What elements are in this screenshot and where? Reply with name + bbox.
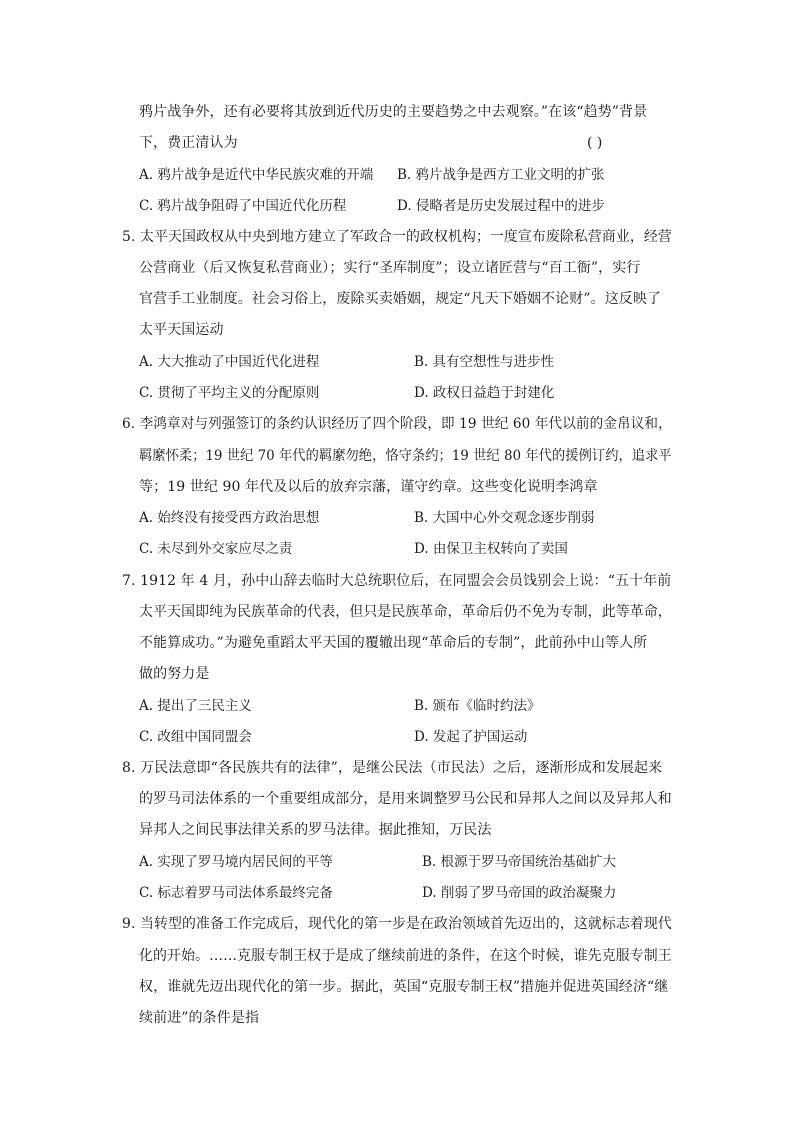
q9-line-4: 续前进”的条件是指 <box>139 1010 260 1026</box>
q4-option-a[interactable]: A. 鸦片战争是近代中华民族灾难的开端 <box>139 167 374 183</box>
q6-line-2: 羁縻怀柔；19 世纪 70 年代的羁縻勿绝，恪守条约；19 世纪 80 年代的援例订约，追求平 <box>139 448 672 464</box>
q4-line-1: 鸦片战争外，还有必要将其放到近代历史的主要趋势之中去观察。”在该“趋势”背景 <box>139 104 648 120</box>
q5-option-b[interactable]: B. 具有空想性与进步性 <box>414 354 555 370</box>
q9-line-1: 9. 当转型的准备工作完成后，现代化的第一步是在政治领域首先迈出的，这就标志着现代 <box>122 916 672 932</box>
q6-option-d[interactable]: D. 由保卫主权转向了卖国 <box>414 541 568 557</box>
q6-option-b[interactable]: B. 大国中心外交观念逐步削弱 <box>414 510 595 526</box>
q9-line-2: 化的开始。……克服专制王权于是成了继续前进的条件，在这个时候，谁先克服专制王 <box>139 948 672 964</box>
q7-option-c[interactable]: C. 改组中国同盟会 <box>139 729 252 745</box>
q5-line-1: 5. 太平天国政权从中央到地方建立了军政合一的政权机构；一度宣布废除私营商业，经营 <box>122 229 672 245</box>
q7-line-3: 不能算成功。”为避免重蹈太平天国的覆辙出现“革命后的专制”，此前孙中山等人所 <box>139 635 648 651</box>
q4-option-d[interactable]: D. 侵略者是历史发展过程中的进步 <box>397 198 605 214</box>
q5-line-3: 官营手工业制度。社会习俗上，废除买卖婚姻，规定“凡天下婚姻不论财”。这反映了 <box>139 291 662 307</box>
q9-line-3: 权，谁就先迈出现代化的第一步。据此，英国“克服专制王权”措施并促进英国经济“继 <box>139 979 669 995</box>
q7-option-b[interactable]: B. 颁布《临时约法》 <box>414 698 541 714</box>
q5-line-2: 公营商业（后又恢复私营商业）；实行“圣库制度”；设立诸匠营与“百工衙”，实行 <box>139 260 641 276</box>
q6-line-1: 6. 李鸿章对与列强签订的条约认识经历了四个阶段，即 19 世纪 60 年代以前的金帛议和， <box>122 416 672 432</box>
q5-line-4: 太平天国运动 <box>139 322 224 338</box>
q6-option-a[interactable]: A. 始终没有接受西方政治思想 <box>139 510 320 526</box>
q7-option-d[interactable]: D. 发起了护国运动 <box>414 729 528 745</box>
q7-option-a[interactable]: A. 提出了三民主义 <box>139 698 252 714</box>
q8-option-d[interactable]: D. 削弱了罗马帝国的政治凝聚力 <box>422 885 617 901</box>
q8-line-2: 的罗马司法体系的一个重要组成部分，是用来调整罗马公民和异邦人之间以及异邦人和 <box>139 791 672 807</box>
q8-option-c[interactable]: C. 标志着罗马司法体系最终完备 <box>139 885 333 901</box>
q8-line-3: 异邦人之间民事法律关系的罗马法律。据此推知，万民法 <box>139 822 492 838</box>
q7-line-4: 做的努力是 <box>139 666 210 682</box>
q6-option-c[interactable]: C. 未尽到外交家应尽之责 <box>139 541 293 557</box>
q5-option-c[interactable]: C. 贯彻了平均主义的分配原则 <box>139 385 320 401</box>
q4-answer-blank[interactable]: ( ) <box>587 135 603 151</box>
q8-option-b[interactable]: B. 根源于罗马帝国统治基础扩大 <box>422 854 617 870</box>
q6-line-3: 等；19 世纪 90 年代及以后的放弃宗藩，谨守约章。这些变化说明李鸿章 <box>139 479 598 495</box>
q4-option-b[interactable]: B. 鸦片战争是西方工业文明的扩张 <box>397 167 605 183</box>
q8-option-a[interactable]: A. 实现了罗马境内居民间的平等 <box>139 854 333 870</box>
q5-option-d[interactable]: D. 政权日益趋于封建化 <box>414 385 555 401</box>
q5-option-a[interactable]: A. 大大推动了中国近代化进程 <box>139 354 320 370</box>
q4-line-2: 下，费正清认为 <box>139 135 238 151</box>
q8-line-1: 8. 万民法意即“各民族共有的法律”，是继公民法（市民法）之后，逐渐形成和发展起来 <box>122 760 663 776</box>
q7-line-1: 7. 1912 年 4 月，孙中山辞去临时大总统职位后，在同盟会会员饯别会上说：“五十年前 <box>122 573 672 589</box>
q7-line-2: 太平天国即纯为民族革命的代表，但只是民族革命，革命后仍不免为专制，此等革命， <box>139 604 672 620</box>
q4-option-c[interactable]: C. 鸦片战争阻碍了中国近代化历程 <box>139 198 347 214</box>
